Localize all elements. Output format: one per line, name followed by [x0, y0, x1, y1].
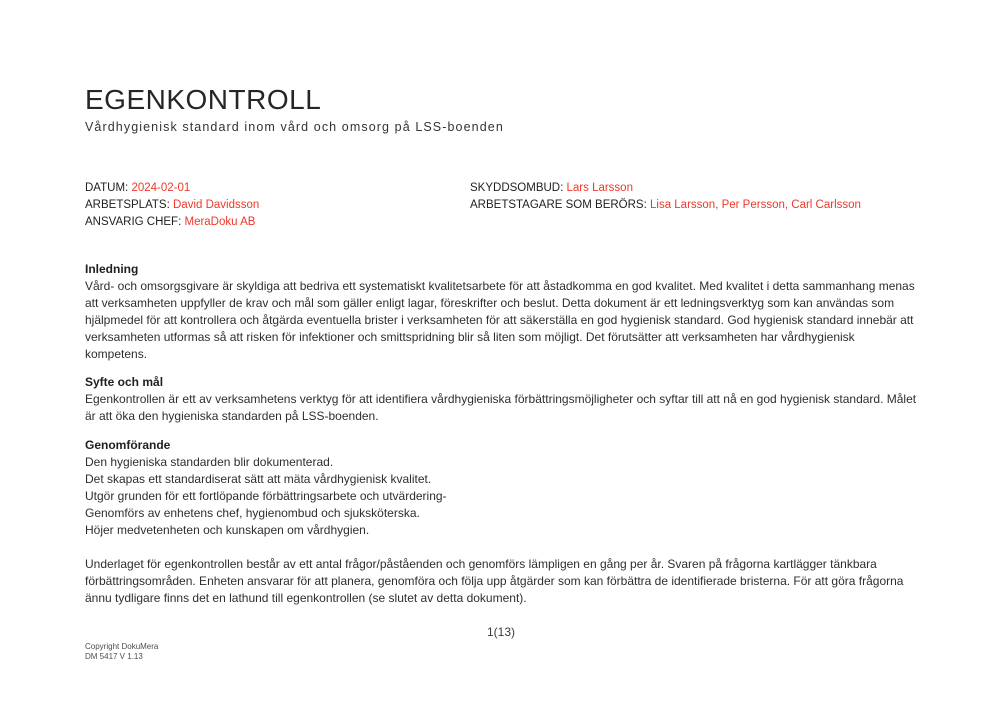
- skyddsombud-label: SKYDDSOMBUD:: [470, 182, 564, 194]
- arbetstagare-value: Lisa Larsson, Per Persson, Carl Carlsson: [650, 198, 861, 211]
- section-genomforande: [85, 437, 917, 539]
- section-underlag: [85, 556, 917, 607]
- genomforande-line-1: Den hygieniska standarden blir dokumenterad.: [85, 455, 334, 469]
- section-heading-syfte: Syfte och mål: [85, 375, 164, 389]
- genomforande-line-2: Det skapas ett standardiserat sätt att mäta vårdhygienisk kvalitet.: [85, 472, 432, 486]
- ansvarig-chef-label: ANSVARIG CHEF:: [85, 215, 182, 228]
- arbetsplats-value: David Davidsson: [173, 198, 260, 211]
- page-number: 1(13): [486, 625, 515, 639]
- section-inledning: [85, 261, 917, 363]
- section-heading-inledning: Inledning: [85, 262, 139, 276]
- arbetsplats-label: ARBETSPLATS:: [85, 198, 170, 211]
- meta-row-arbetsplats: [85, 197, 259, 214]
- skyddsombud-value: Lars Larsson: [566, 182, 633, 194]
- section-body-inledning: Vård- och omsorgsgivare är skyldiga att bedriva ett systematiskt kvalitetsarbete för att åstadkomma en god kvalitet. Med kvalitet i detta sammanhang menas att verksamheten uppfyller de krav och mål som gäller enligt lagar, föreskrifter och beslut. Detta dokument är ett ledningsverktyg som kan användas som hjälpmedel för att kontrollera och åtgärda eventuella brister i verksamheten för att säkerställa en god hygienisk standard. God hygienisk standard innebär att verksamheten utformas så att risken för infektioner och smittspridning blir så liten som möjligt. Det förutsätter att verksamheten har vårdhygienisk kompetens.: [85, 279, 915, 361]
- section-syfte-och-mal: [85, 374, 917, 425]
- copyright-line-1: Copyright DokuMera: [85, 642, 159, 651]
- ansvarig-chef-value: MeraDoku AB: [184, 215, 256, 228]
- arbetstagare-label: ARBETSTAGARE SOM BERÖRS:: [470, 198, 647, 211]
- meta-row-skyddsombud: [470, 180, 861, 197]
- page-subtitle: Vårdhygienisk standard inom vård och omsorg på LSS-boenden: [85, 120, 504, 134]
- genomforande-line-5: Höjer medvetenheten och kunskapen om vårdhygien.: [85, 523, 370, 537]
- section-body-syfte: Egenkontrollen är ett av verksamhetens verktyg för att identifiera vårdhygieniska förbättringsmöjligheter och syftar till att nå en god hygienisk standard. Målet är att öka den hygieniska standarden på LSS-boenden.: [85, 392, 917, 423]
- section-heading-genomforande: Genomförande: [85, 438, 171, 452]
- meta-row-ansvarig-chef: [85, 214, 259, 231]
- page-title: EGENKONTROLL: [85, 84, 322, 115]
- meta-left-column: [85, 180, 259, 230]
- datum-label: DATUM:: [85, 182, 129, 194]
- meta-row-arbetstagare: [470, 197, 861, 214]
- meta-row-datum: [85, 180, 259, 197]
- genomforande-line-4: Genomförs av enhetens chef, hygienombud och sjuksköterska.: [85, 506, 420, 520]
- section-body-underlag: Underlaget för egenkontrollen består av ett antal frågor/påståenden och genomförs lämpligen en gång per år. Svaren på frågorna kartlägger tänkbara förbättringsområden. Enheten ansvarar för att planera, genomföra och följa upp åtgärder som kan förbättra de identifierade bristerna. För att göra frågorna ännu tydligare finns det en lathund till egenkontrollen (se slutet av detta dokument).: [85, 557, 904, 605]
- genomforande-line-3: Utgör grunden för ett fortlöpande förbättringsarbete och utvärdering-: [85, 489, 447, 503]
- copyright-line-2: DM 5417 V 1.13: [85, 652, 143, 661]
- copyright-footer: [85, 642, 158, 662]
- meta-right-column: [470, 180, 861, 214]
- datum-value: 2024-02-01: [131, 182, 191, 194]
